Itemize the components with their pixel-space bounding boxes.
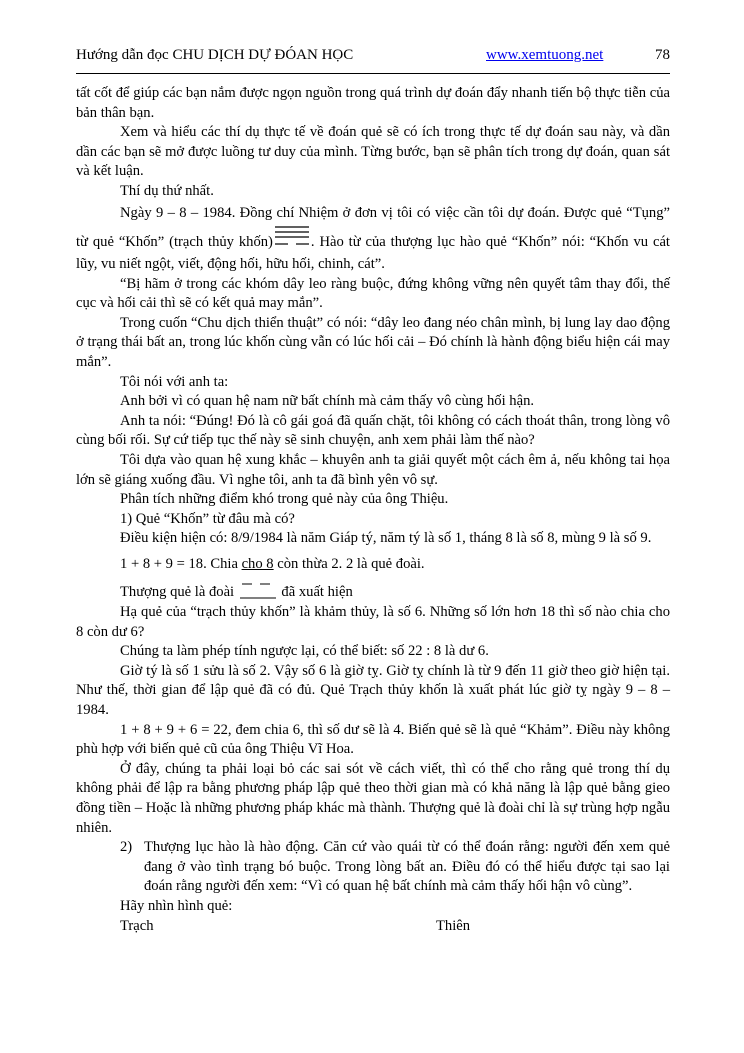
paragraph: Điều kiện hiện có: 8/9/1984 là năm Giáp tý, năm tý là số 1, tháng 8 là số 8, mùng 9 là số 9. bbox=[120, 530, 652, 547]
book-title: Hướng dẫn đọc CHU DỊCH DỰ ĐÓAN HỌC bbox=[76, 47, 354, 63]
paragraph: Tôi dựa vào quan hệ xung khắc – khuyên anh ta giải quyết một cách êm ả, nếu không tai họa lớn sẽ giáng xuống đầu. Vì nghe tôi, anh ta đã bình yên vô sự. bbox=[76, 451, 670, 488]
paragraph: Xem và hiểu các thí dụ thực tế về đoán quẻ sẽ có ích trong thực tế dự đoán sau này, và dần dần các bạn sẽ mở được luồng tư duy của mình. Từng bước, bạn sẽ phân tích trong dự đoán, quan sát và kết luận. bbox=[76, 124, 670, 180]
header-rule bbox=[76, 73, 670, 74]
numbered-item bbox=[76, 838, 670, 897]
hexagram-labels bbox=[76, 917, 670, 937]
item-text: Thượng lục hào là hào động. Căn cứ vào quái từ có thể đoán rằng: người đến xem quẻ đang ở vào tình trạng bó buộc. Trong lòng bất an. Điều đó có thể hiểu được tại sao lại đoán rằng người đến xem: “Vì có quan hệ bất chính mà cảm thấy hối hận vô cùng”. bbox=[144, 839, 670, 895]
paragraph: Hạ quẻ của “trạch thủy khốn” là khảm thủy, là số 6. Những số lớn hơn 18 thì số nào chia cho 8 còn dư 6? bbox=[76, 604, 670, 640]
label-thien: Thiên bbox=[436, 917, 471, 934]
paragraph-text: Ngày 9 – 8 – 1984. Đồng chí Nhiệm ở đơn vị tôi có việc cần tôi dự đoán. Được quẻ “Tụng” từ quẻ “Khốn” (trạch thủy khốn) bbox=[76, 204, 670, 250]
item-number: 2) bbox=[120, 839, 133, 856]
page-header bbox=[76, 47, 670, 69]
doai-trigram-symbol bbox=[238, 582, 278, 600]
paragraph: Giờ tý là số 1 sửu là số 2. Vậy số 6 là giờ tỵ. Giờ tỵ chính là từ 9 đến 11 giờ theo giờ hiện tại. Như thế, thời gian để lập quẻ đã có đủ. Quẻ Trạch thủy khốn là xuất phát lúc giờ tỵ ngày 9 – 8 – 1984. bbox=[76, 662, 670, 719]
numbered-question: 1) Quẻ “Khốn” từ đâu mà có? bbox=[120, 510, 295, 527]
paragraph-text: . Hào từ của thượng lục hào quẻ “Khốn” nói: “Khốn vu cát lũy, vu niết ngột, viết, động hối, hữu hối, chinh, cát”. bbox=[76, 233, 670, 272]
paragraph: Ở đây, chúng ta phải loại bỏ các sai sót về cách viết, thì có thể cho rằng quẻ trong thí dụ không phải để lập ra bằng phương pháp lập quẻ theo thời gian mà có khả năng là lập quẻ bằng gieo đồng tiền – Hoặc là những phương pháp khác mà thành. Thượng quẻ là đoài chỉ là sự trùng hợp ngẫu nhiên. bbox=[76, 760, 670, 836]
overlined-text: cho 8 bbox=[241, 555, 274, 572]
calculation-line: 1 + 8 + 9 = 18. Chia cho 8 còn thừa 2. 2 là quẻ đoài. bbox=[120, 555, 425, 572]
page-body bbox=[76, 84, 670, 937]
paragraph: Anh ta nói: “Đúng! Đó là cô gái goá đã quấn chặt, tôi không có cách thoát thân, trong lòng vô cùng bối rối. Sự cứ tiếp tục thế này sẽ sinh chuyện, anh xem phải làm thế nào? bbox=[76, 412, 670, 449]
paragraph: Hãy nhìn hình quẻ: bbox=[120, 897, 233, 914]
paragraph: Anh bởi vì có quan hệ nam nữ bất chính mà cảm thấy vô cùng hối hận. bbox=[120, 393, 535, 410]
paragraph: tất cốt để giúp các bạn nắm được ngọn nguồn trong quá trình dự đoán đẩy nhanh tiến bộ thực tiễn của bản thân bạn. bbox=[76, 85, 670, 121]
label-trach: Trạch bbox=[120, 917, 154, 934]
paragraph: “Bị hãm ở trong các khóm dây leo ràng buộc, đứng không vững nên quyết tâm thay đổi, thế cục và hối cải thì sẽ có kết quả may mắn”. bbox=[76, 275, 670, 312]
website-link[interactable]: www.xemtuong.net bbox=[486, 47, 604, 63]
paragraph: Chúng ta làm phép tính ngược lại, có thể biết: số 22 : 8 là dư 6. bbox=[120, 643, 489, 660]
paragraph: Trong cuốn “Chu dịch thiển thuật” có nói: “dây leo đang néo chân mình, bị lung lay dao động ở trạng thái bất an, trong lúc khốn cùng vẫn có lúc hối cải – Đó chính là hành động biểu hiện cái may mắn”. bbox=[76, 314, 670, 370]
hexagram-symbol bbox=[273, 224, 311, 250]
paragraph: Thí dụ thứ nhất. bbox=[120, 182, 214, 199]
paragraph: Phân tích những điểm khó trong quẻ này của ông Thiệu. bbox=[120, 491, 449, 508]
trigram-line: Thượng quẻ là đoài đã xuất hiện bbox=[120, 584, 353, 601]
paragraph: Tôi nói với anh ta: bbox=[120, 373, 229, 390]
paragraph: 1 + 8 + 9 + 6 = 22, đem chia 6, thì số dư sẽ là 4. Biến quẻ sẽ là quẻ “Khảm”. Điều này không phù hợp với biến quẻ cũ của ông Thiệu Vĩ Hoa. bbox=[76, 721, 670, 758]
page-number: 78 bbox=[655, 47, 670, 63]
paragraph-with-hexagram bbox=[76, 202, 670, 275]
